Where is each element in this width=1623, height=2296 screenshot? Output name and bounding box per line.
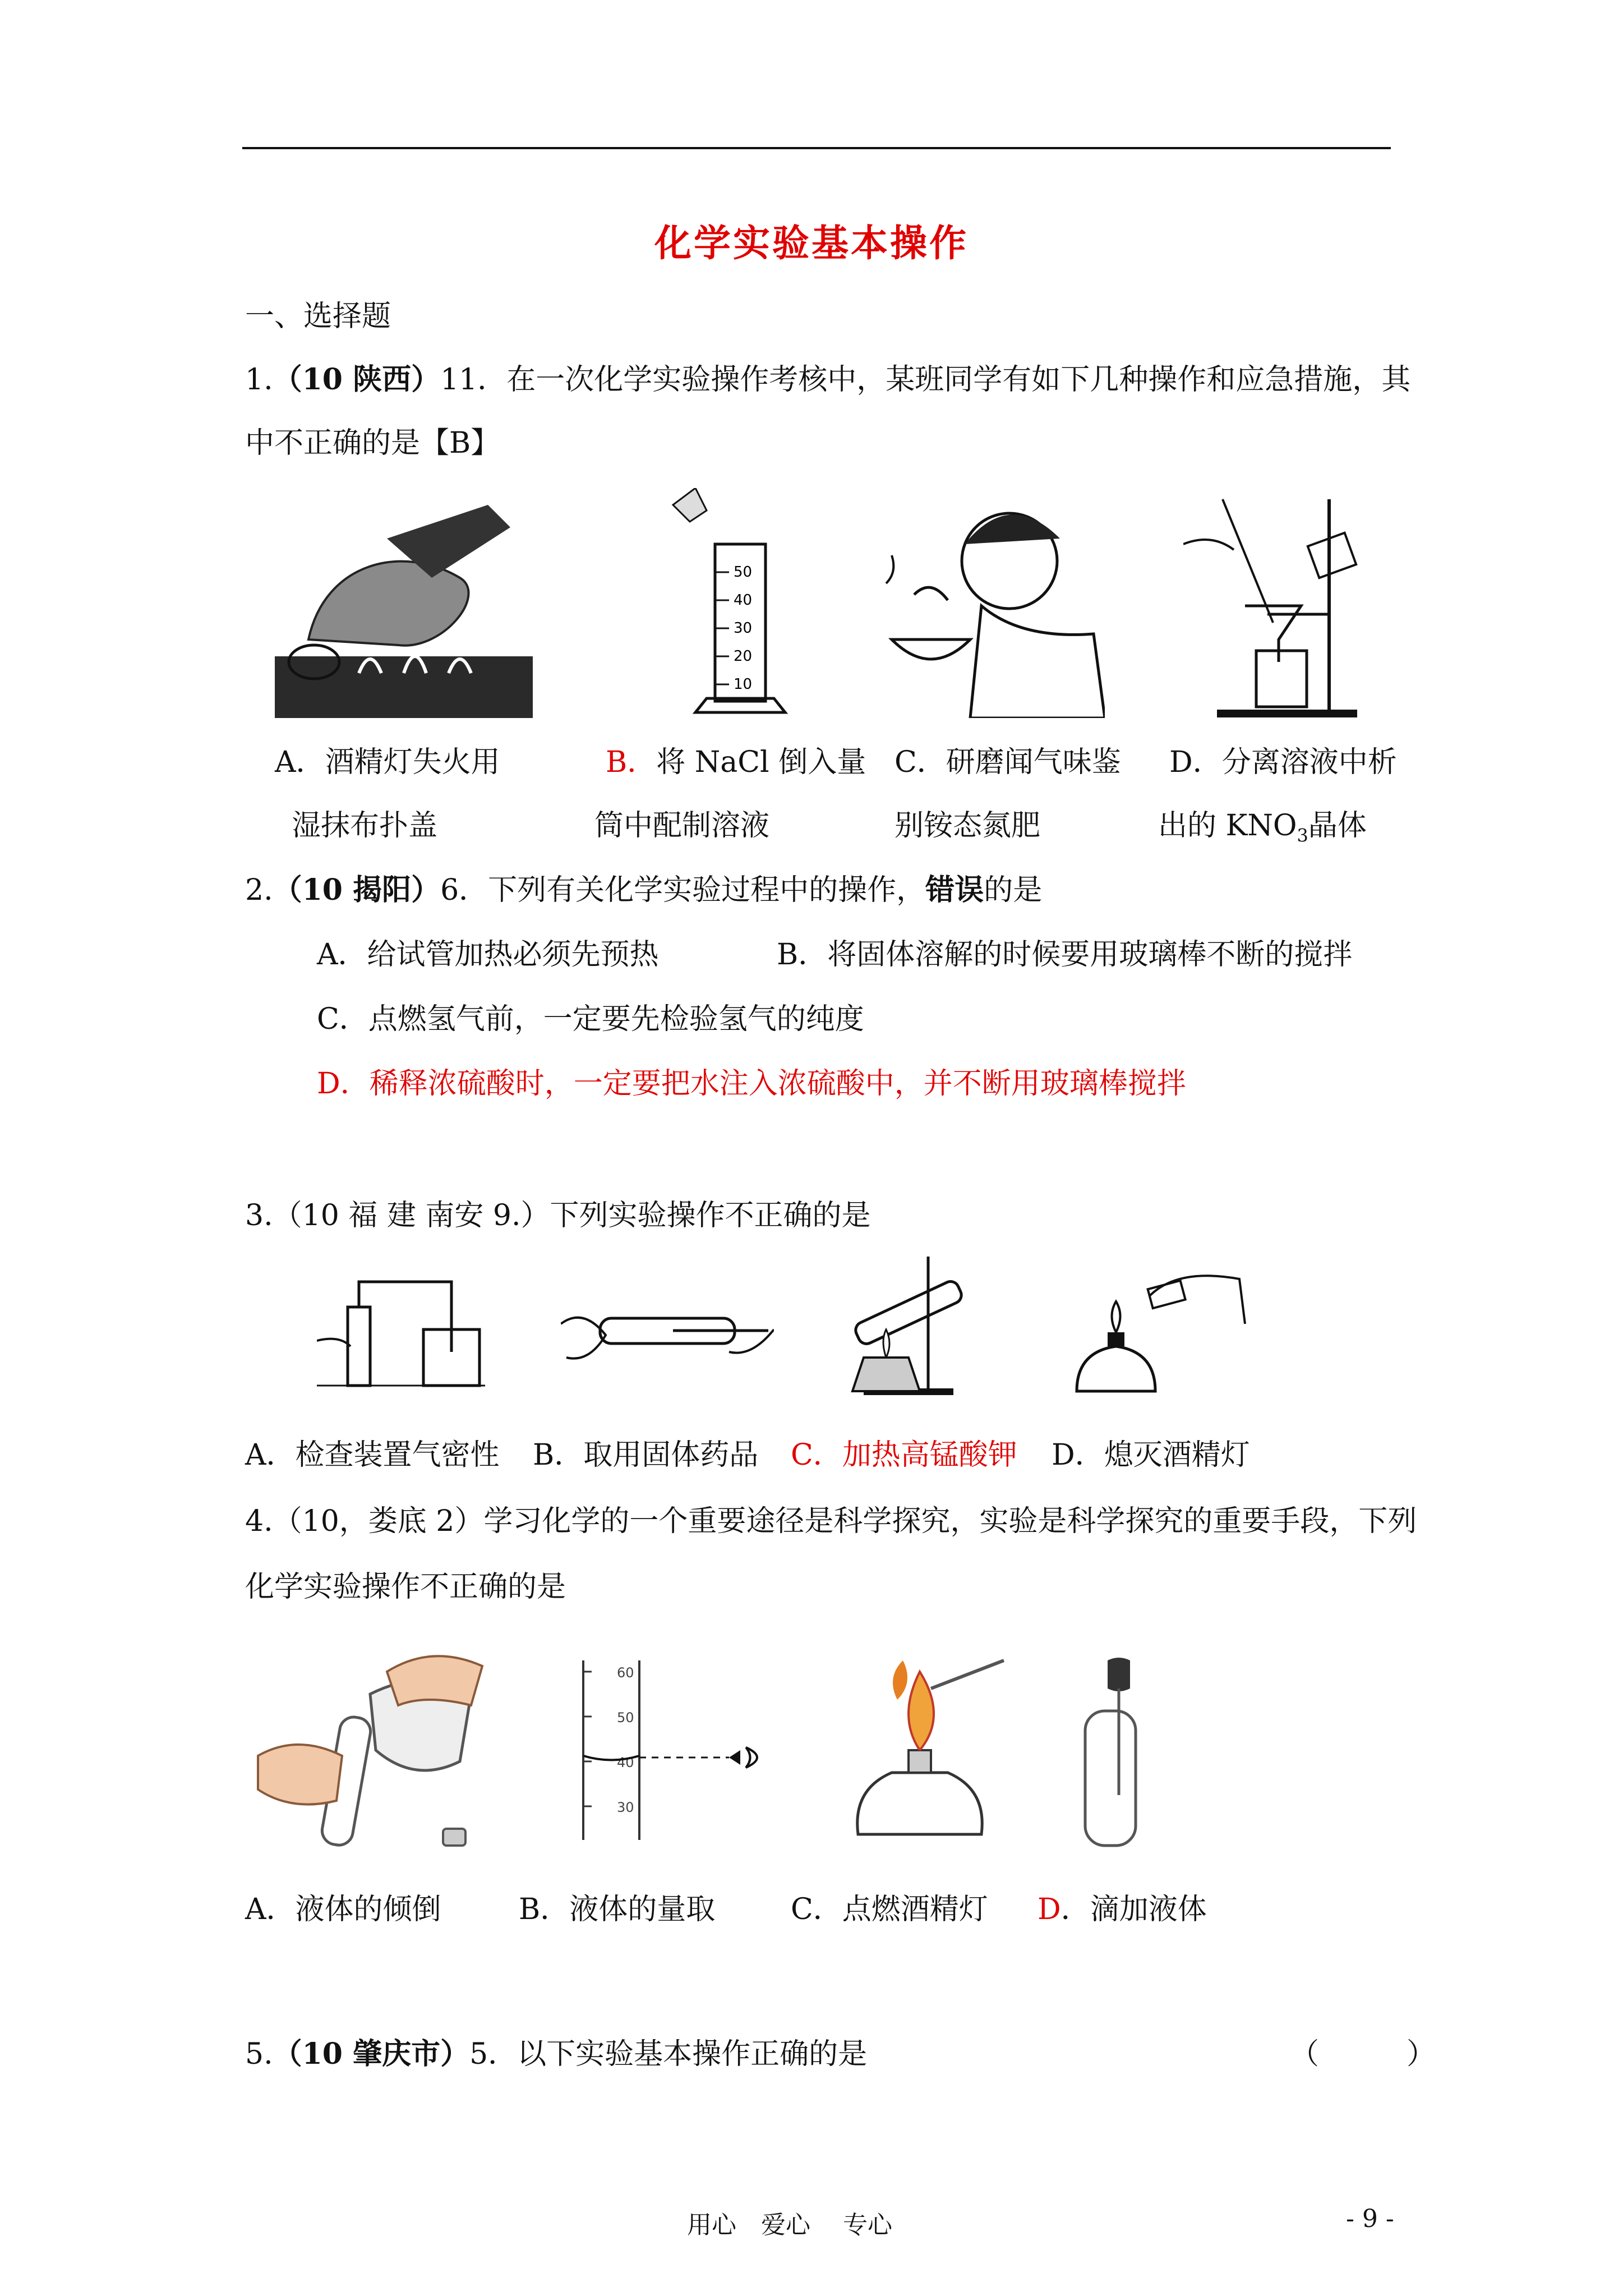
- q1-option-a-line1: A．酒精灯失火用: [275, 746, 500, 779]
- q4-option-a: A．液体的倾倒: [245, 1893, 441, 1926]
- q3-option-c: C．加热高锰酸钾: [791, 1438, 1017, 1472]
- cylinder-tick-10: 10: [734, 676, 753, 693]
- q1-option-d-line2: 出的 $KNO_3$晶体: [1158, 809, 1367, 846]
- q1-figure-b-graduated-cylinder: [662, 488, 808, 724]
- q4-figure-a-pouring: [247, 1644, 494, 1857]
- q3-stem: 3.（10 福 建 南安 9.）下列实验操作不正确的是: [245, 1199, 871, 1232]
- q1-figure-d-filtration: [1183, 488, 1368, 724]
- q1-option-d-line1: D．分离溶液中析: [1169, 746, 1397, 779]
- q4-option-b: B．液体的量取: [519, 1893, 716, 1926]
- section-heading: 一、选择题: [245, 300, 391, 333]
- cylinder-tick-20: 20: [734, 648, 753, 665]
- q1-option-c-line1: C．研磨闻气味鉴: [895, 746, 1121, 779]
- q4-figure-c-lighting-lamp: [836, 1649, 1015, 1846]
- page-number: - 9 -: [1346, 2205, 1394, 2233]
- q1-line2: 中不正确的是【B】: [245, 426, 500, 460]
- q2-stem: 2.（10 揭阳）6．下列有关化学实验过程中的操作，错误的是: [245, 873, 1043, 907]
- scale-tick-30: 30: [617, 1800, 634, 1815]
- q3-figure-d-extinguish-lamp: [1066, 1262, 1251, 1397]
- q2-option-c: C．点燃氢气前，一定要先检验氢气的纯度: [317, 1002, 864, 1036]
- scale-tick-40: 40: [617, 1755, 634, 1770]
- footer-motto: 用心 爱心 专心: [687, 2211, 892, 2239]
- q3-option-a: A．检查装置气密性: [245, 1438, 500, 1472]
- q2-option-a: A．给试管加热必须先预热: [317, 938, 659, 972]
- q1-figure-c-smelling-mortar: [880, 494, 1105, 718]
- cylinder-tick-30: 30: [734, 620, 753, 637]
- q2-option-d: D．稀释浓硫酸时，一定要把水注入浓硫酸中，并不断用玻璃棒搅拌: [317, 1067, 1186, 1101]
- q1-figure-a-fire-blanket: [275, 494, 533, 724]
- q3-option-d: D．熄灭酒精灯: [1052, 1438, 1250, 1472]
- scale-tick-60: 60: [617, 1665, 634, 1681]
- q5-stem: 5.（10 肇庆市）5．以下实验基本操作正确的是: [245, 2037, 868, 2071]
- q3-figure-b-solid-reagent: [561, 1285, 774, 1380]
- q3-figure-a-airtightness: [317, 1273, 485, 1391]
- scale-tick-50: 50: [617, 1710, 634, 1726]
- cylinder-tick-40: 40: [734, 592, 753, 609]
- q1-option-b-line2: 筒中配制溶液: [594, 809, 770, 843]
- q4-option-d: D．滴加液体: [1038, 1893, 1207, 1926]
- q4-option-c: C．点燃酒精灯: [791, 1893, 988, 1926]
- q4-figure-d-dropping-liquid: [1068, 1655, 1158, 1851]
- page-title: 化学实验基本操作: [654, 221, 969, 265]
- q2-option-b: B．将固体溶解的时候要用玻璃棒不断的搅拌: [777, 938, 1353, 972]
- q5-answer-bracket: （ ）: [1290, 2037, 1436, 2071]
- q4-figure-b-reading-volume: [561, 1655, 796, 1846]
- q1-option-c-line2: 别铵态氮肥: [895, 809, 1041, 843]
- q4-line1: 4.（10，娄底 2）学习化学的一个重要途径是科学探究，实验是科学探究的重要手段，下列: [245, 1504, 1417, 1538]
- q1-option-a-line2: 湿抹布扑盖: [292, 809, 438, 843]
- q1-line1: 1.（10 陕西）11．在一次化学实验操作考核中，某班同学有如下几种操作和应急措施，其: [245, 362, 1411, 397]
- q1-option-b-line1: B．将 NaCl 倒入量: [606, 746, 866, 779]
- header-rule: [242, 147, 1391, 149]
- q4-line2: 化学实验操作不正确的是: [245, 1570, 566, 1604]
- q3-figure-c-heating-kmno4: [830, 1251, 987, 1397]
- q3-option-b: B．取用固体药品: [533, 1438, 759, 1472]
- cylinder-tick-50: 50: [734, 564, 753, 581]
